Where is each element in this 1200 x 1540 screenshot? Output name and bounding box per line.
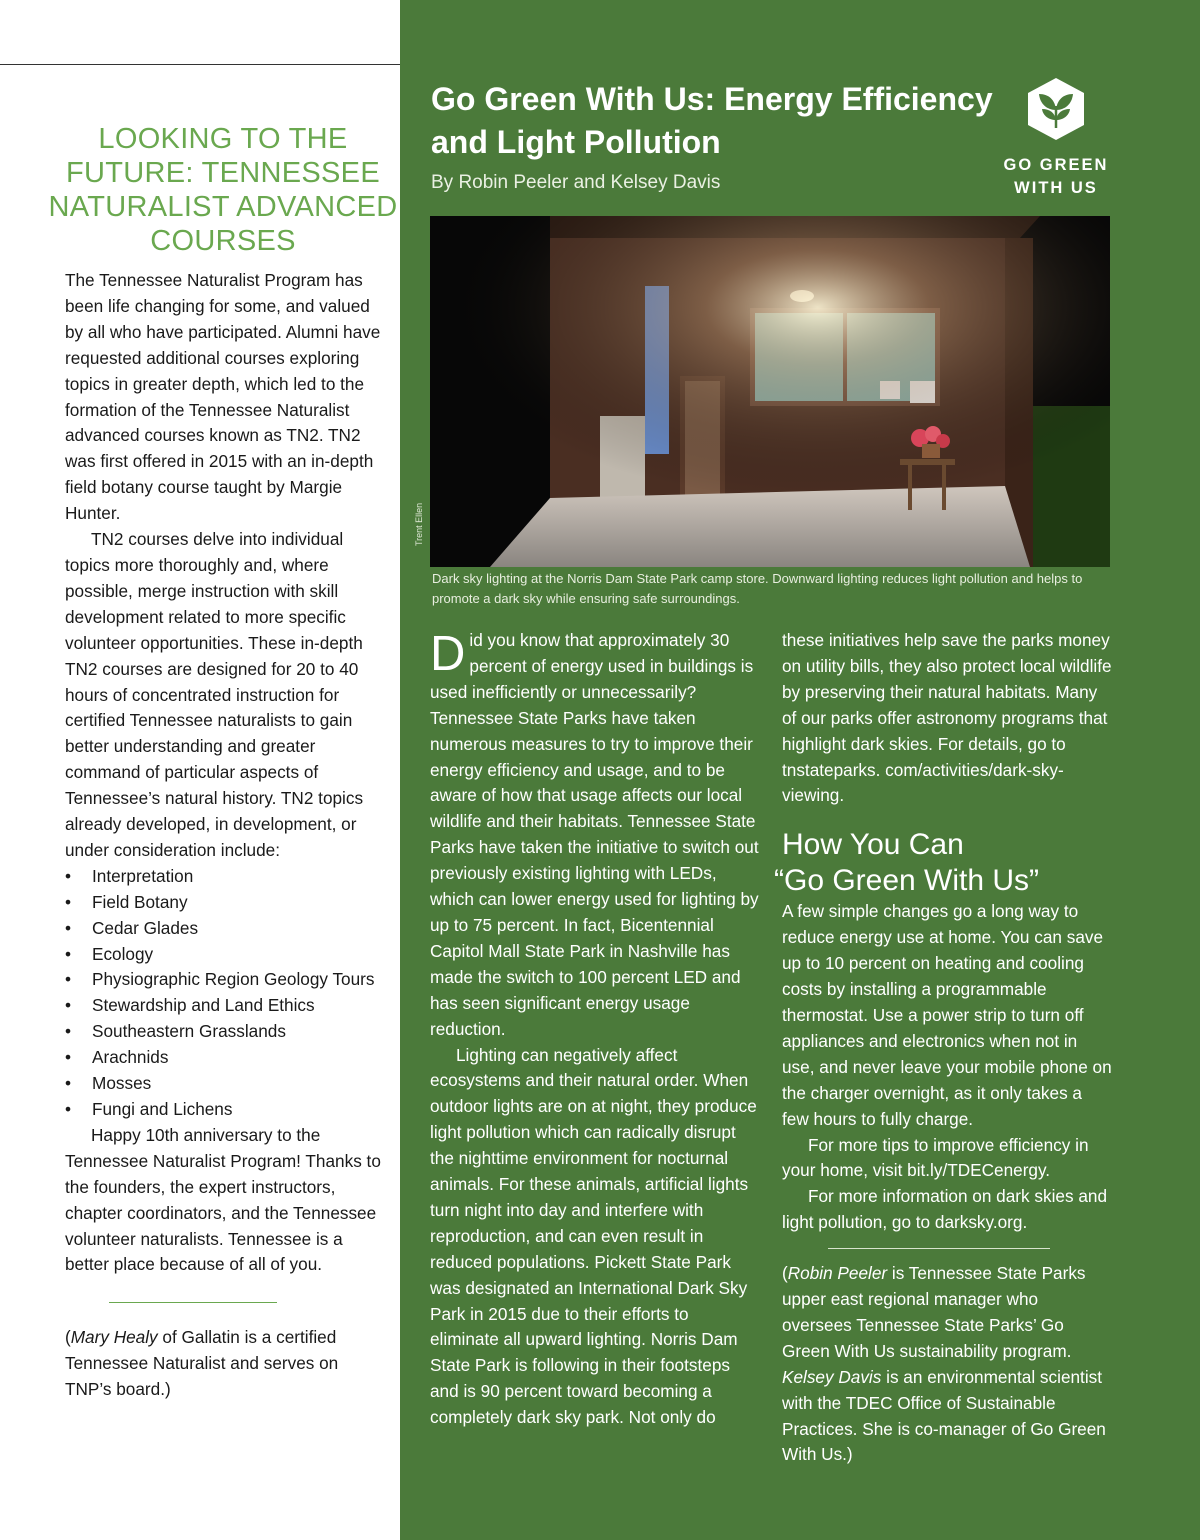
photo-credit: Trent Ellen bbox=[414, 502, 424, 546]
sidebar-title: LOOKING TO THE FUTURE: TENNESSEE NATURALIST ADVANCED COURSES bbox=[48, 123, 398, 257]
go-green-logo bbox=[1000, 76, 1112, 200]
top-divider bbox=[0, 64, 400, 65]
list-item: • Field Botany bbox=[65, 890, 387, 916]
list-item: • Arachnids bbox=[65, 1045, 387, 1071]
topic-list bbox=[65, 864, 387, 1123]
logo-line-1: GO GREEN bbox=[1003, 156, 1109, 174]
list-item: • Mosses bbox=[65, 1071, 387, 1097]
list-item: • Physiographic Region Geology Tours bbox=[65, 967, 387, 993]
sidebar-paragraph-1: The Tennessee Naturalist Program has been life changing for some, and valued by all who have participated. Alumni have requested additional courses exploring topics in greater depth, which led to the formation of the Tennessee Naturalist advanced courses known as TN2. TN2 was first offered in 2015 with an in-depth field botany course taught by Margie Hunter. bbox=[65, 270, 381, 524]
author-name: Kelsey Davis bbox=[782, 1366, 882, 1387]
author-bio: (Mary Healy of Gallatin is a certified Tennessee Naturalist and serves on TNP’s board.) bbox=[65, 1327, 339, 1400]
section-subhead: How You Can “Go Green With Us” bbox=[774, 828, 1040, 898]
list-item: • Cedar Glades bbox=[65, 916, 387, 942]
author-name: Mary Healy bbox=[70, 1327, 158, 1348]
drop-cap: D bbox=[430, 627, 466, 681]
main-article-panel bbox=[400, 0, 1200, 1540]
article-paragraph-2: Lighting can negatively affect ecosystems and their natural order. When outdoor lights are on at night, they produce light pollution which can radically disrupt the nighttime environment for nocturnal animals. For these animals, artificial lights turn night into day and interfere with reproduction, and can even result in reduced populations. Pickett State Park was designated an International Dark Sky Park in 2015 due to their efforts to eliminate all upward lighting. Norris Dam State Park is following in their footsteps and is 90 percent toward becoming a completely dark sky park. Not only do bbox=[430, 1044, 757, 1428]
article-headline: Go Green With Us: Energy Efficiency and Light Pollution bbox=[431, 81, 993, 160]
list-item: • Interpretation bbox=[65, 864, 387, 890]
sidebar-paragraph-3: Happy 10th anniversary to the Tennessee Naturalist Program! Thanks to the founders, the expert instructors, chapter coordinators, and the Tennessee volunteer naturalists. Tennessee is a better place because of all of you. bbox=[65, 1124, 381, 1275]
photo-caption: Dark sky lighting at the Norris Dam State Park camp store. Downward lighting reduces light pollution and helps to promote a dark sky while ensuring safe surroundings. bbox=[432, 571, 1083, 606]
list-item: • Stewardship and Land Ethics bbox=[65, 993, 387, 1019]
article-column-2 bbox=[774, 628, 1112, 1468]
article-paragraph-3: these initiatives help save the parks money on utility bills, they also protect local wildlife by preserving their natural habitats. Many of our parks offer astronomy programs that highlight dark skies. For details, go to tnstateparks. com/activities/dark-sky-viewing. bbox=[782, 630, 1112, 806]
article-divider bbox=[828, 1248, 1050, 1249]
article-paragraph-5: For more tips to improve efficiency in your home, visit bit.ly/TDECenergy. bbox=[782, 1134, 1089, 1181]
camp-store-photo bbox=[430, 216, 1110, 567]
list-item: • Fungi and Lichens bbox=[65, 1097, 387, 1123]
sidebar-article bbox=[0, 0, 400, 1540]
article-paragraph-4: A few simple changes go a long way to reduce energy use at home. You can save up to 10 percent on heating and cooling costs by installing a programmable thermostat. Use a power strip to turn off appliances and electronics when not in use, and never leave your mobile phone on the charger overnight, as it only takes a few hours to fully charge. bbox=[782, 901, 1112, 1129]
article-column-1 bbox=[430, 628, 762, 1431]
list-item: • Ecology bbox=[65, 942, 387, 968]
sidebar-divider bbox=[109, 1302, 277, 1303]
list-item: • Southeastern Grasslands bbox=[65, 1019, 387, 1045]
logo-line-2: WITH US bbox=[1014, 179, 1098, 197]
authors-bio: (Robin Peeler is Tennessee State Parks upper east regional manager who oversees Tennessee State Parks’ Go Green With Us sustainability program. Kelsey Davis is an environmental scientist with the TDEC Office of Sustainable Practices. She is co-manager of Go Green With Us.) bbox=[782, 1263, 1106, 1465]
sidebar-paragraph-2: TN2 courses delve into individual topics more thoroughly and, where possible, merge instruction with skill development related to more specific volunteer opportunities. These in-depth TN2 courses are designed for 20 to 40 hours of concentrated instruction for certified Tennessee naturalists to gain better understanding and greater command of particular aspects of Tennessee’s natural history. TN2 topics already developed, in development, or under consideration include: bbox=[65, 529, 364, 860]
article-byline: By Robin Peeler and Kelsey Davis bbox=[431, 172, 721, 193]
leaf-hexagon-icon bbox=[1025, 76, 1087, 142]
author-name: Robin Peeler bbox=[787, 1263, 888, 1284]
article-paragraph-1: Did you know that approximately 30 percent of energy used in buildings is used inefficiently or unnecessarily? Tennessee State Parks have taken numerous measures to try to improve their energy efficiency and usage, and to be aware of how that usage affects our local wildlife and their habitats. Tennessee State Parks have taken the initiative to switch out previously existing lighting with LEDs, which can lower energy used for lighting by up to 75 percent. In fact, Bicentennial Capitol Mall State Park in Nashville has made the switch to 100 percent LED and has seen significant energy usage reduction. bbox=[430, 627, 759, 1039]
sidebar-body bbox=[65, 268, 387, 1403]
article-paragraph-6: For more information on dark skies and light pollution, go to darksky.org. bbox=[782, 1186, 1108, 1233]
